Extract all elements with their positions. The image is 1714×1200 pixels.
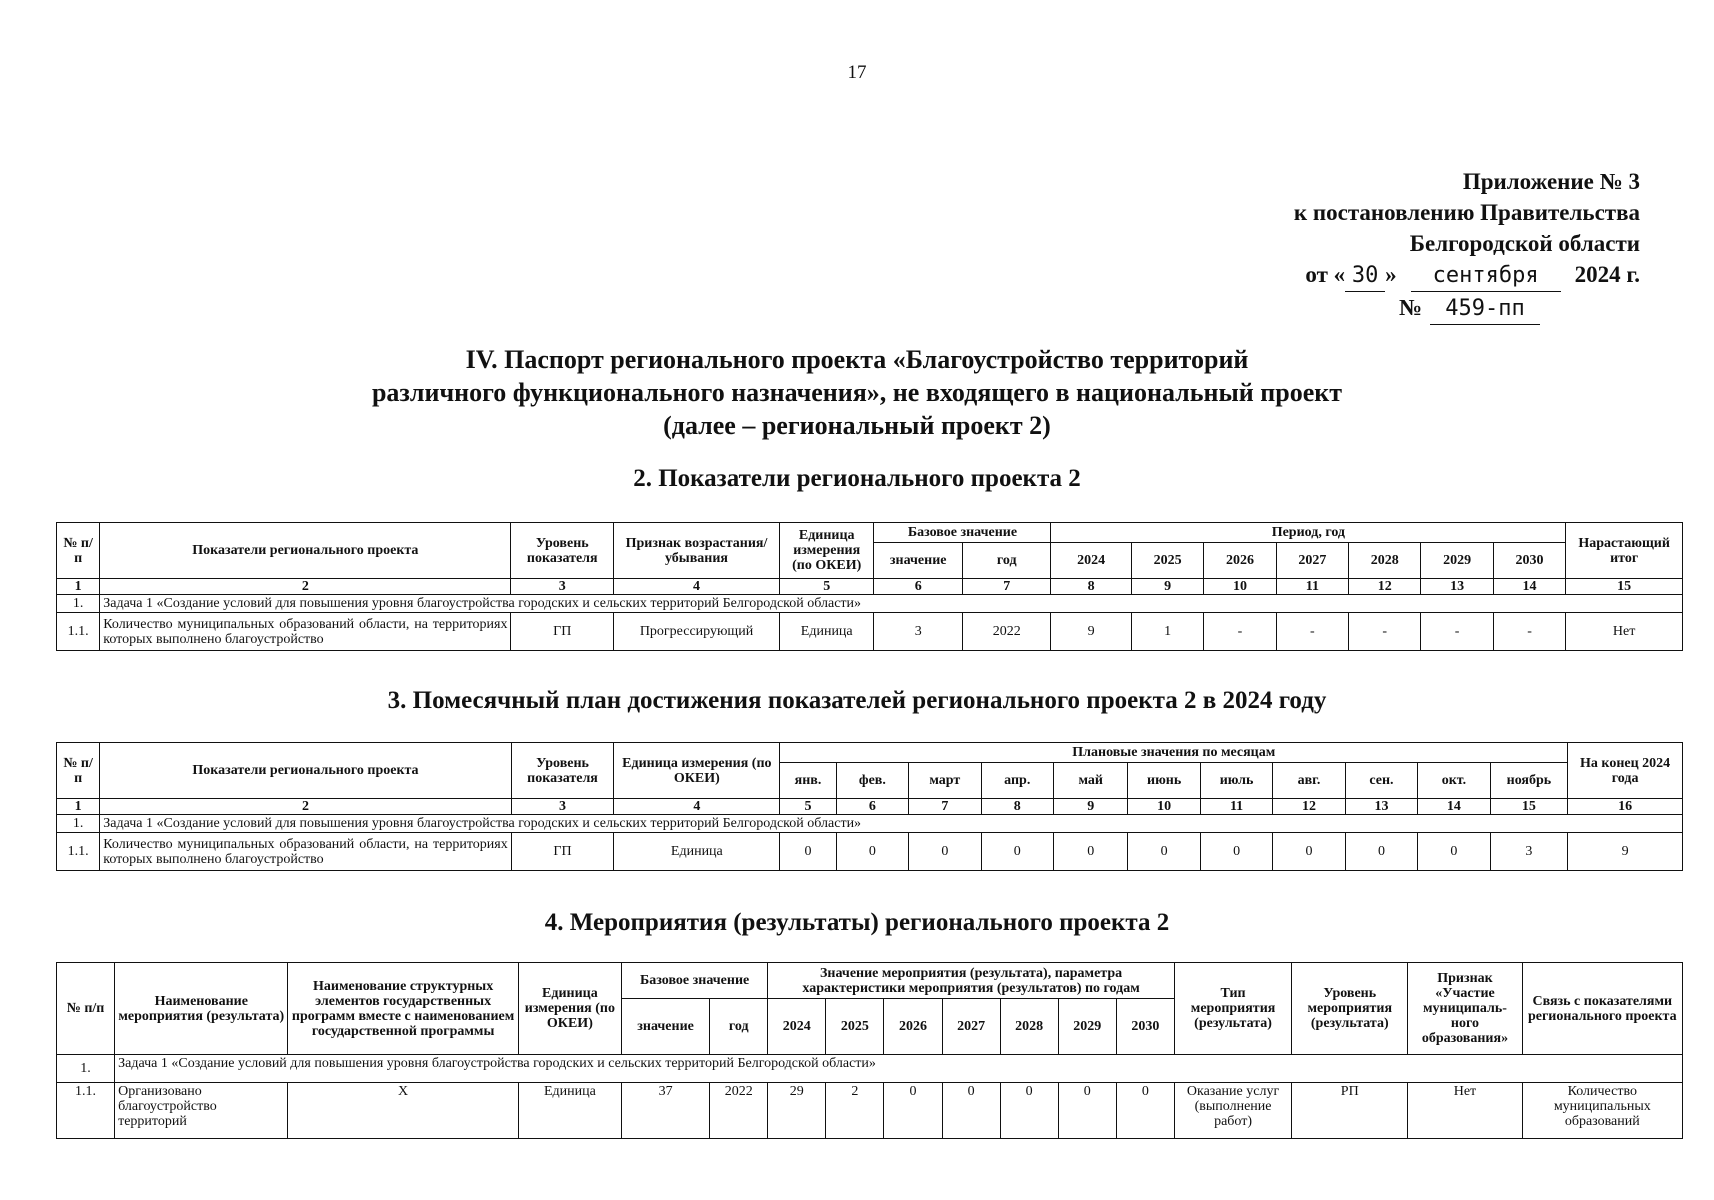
row-month-value: 0 xyxy=(1345,833,1417,871)
indicators-table xyxy=(56,522,1683,651)
header-unit: Единица измерения (по ОКЕИ) xyxy=(518,963,621,1055)
row-year-value: - xyxy=(1349,613,1421,651)
row-base-year: 2022 xyxy=(710,1083,768,1139)
header-month: июнь xyxy=(1128,763,1200,799)
row-year-value: - xyxy=(1493,613,1565,651)
header-indicators: Показатели регионального проекта xyxy=(100,523,511,579)
row-month-value: 0 xyxy=(909,833,981,871)
column-number: 9 xyxy=(1131,579,1203,595)
task-num: 1. xyxy=(57,595,100,613)
row-structural: Х xyxy=(288,1083,518,1139)
row-unit: Единица xyxy=(518,1083,621,1139)
table-row xyxy=(57,1083,1683,1139)
row-num: 1.1. xyxy=(57,1083,115,1139)
row-month-value: 0 xyxy=(1128,833,1200,871)
column-number: 8 xyxy=(1051,579,1131,595)
header-link: Связь с показателями регионального проекта xyxy=(1522,963,1682,1055)
header-year: 2029 xyxy=(1058,999,1116,1055)
row-sign: Прогрессирующий xyxy=(614,613,780,651)
row-year-value: - xyxy=(1421,613,1493,651)
column-number: 14 xyxy=(1418,799,1490,815)
header-year: 2024 xyxy=(1051,543,1131,579)
task-text: Задача 1 «Создание условий для повышения уровня благоустройства городских и сельских территорий Белгородской области» xyxy=(115,1055,1683,1083)
main-title xyxy=(0,343,1714,442)
number-value: 459-пп xyxy=(1430,293,1540,325)
row-year-value: 0 xyxy=(1116,1083,1174,1139)
header-planned: Плановые значения по месяцам xyxy=(780,743,1568,763)
header-year: 2030 xyxy=(1116,999,1174,1055)
row-event-name: Организовано благоустройство территорий xyxy=(115,1083,288,1139)
column-number: 1 xyxy=(57,799,100,815)
header-year: 2026 xyxy=(884,999,942,1055)
row-base-year: 2022 xyxy=(962,613,1050,651)
section-4-title: 4. Мероприятия (результаты) регионального проекта 2 xyxy=(544,909,1170,936)
section-2-title: 2. Показатели регионального проекта 2 xyxy=(633,465,1081,492)
row-cumulative: Нет xyxy=(1566,613,1683,651)
appendix-date xyxy=(1210,259,1640,292)
header-base-year: год xyxy=(710,999,768,1055)
header-year: 2026 xyxy=(1204,543,1276,579)
row-month-value: 0 xyxy=(1200,833,1272,871)
header-year: 2030 xyxy=(1493,543,1565,579)
row-num: 1.1. xyxy=(57,833,100,871)
row-year-value: 1 xyxy=(1131,613,1203,651)
column-number: 4 xyxy=(614,799,780,815)
header-values: Значение мероприятия (результата), параметра характеристики мероприятия (результатов) по годам xyxy=(768,963,1175,999)
row-month-value: 0 xyxy=(981,833,1053,871)
date-mid: » xyxy=(1385,262,1397,287)
header-month: авг. xyxy=(1273,763,1345,799)
header-level: Уровень показателя xyxy=(511,743,614,799)
header-month: фев. xyxy=(836,763,908,799)
date-day: 30 xyxy=(1345,260,1385,292)
column-number: 3 xyxy=(511,579,614,595)
column-number: 15 xyxy=(1490,799,1568,815)
column-number: 5 xyxy=(779,579,874,595)
task-num: 1. xyxy=(57,815,100,833)
row-level: ГП xyxy=(511,613,614,651)
row-year-value: 0 xyxy=(942,1083,1000,1139)
header-month: апр. xyxy=(981,763,1053,799)
header-year: 2029 xyxy=(1421,543,1493,579)
row-unit: Единица xyxy=(614,833,780,871)
header-month: март xyxy=(909,763,981,799)
header-base: Базовое значение xyxy=(874,523,1051,543)
row-year-value: - xyxy=(1204,613,1276,651)
row-year-value: 29 xyxy=(768,1083,826,1139)
row-indicator-name: Количество муниципальных образований области, на территориях которых выполнено благоустройство xyxy=(100,613,511,651)
row-year-value: 0 xyxy=(884,1083,942,1139)
task-text: Задача 1 «Создание условий для повышения уровня благоустройства городских и сельских территорий Белгородской области» xyxy=(100,815,1683,833)
column-number: 2 xyxy=(100,799,511,815)
appendix-number xyxy=(1210,292,1640,325)
header-year: 2025 xyxy=(826,999,884,1055)
main-title-line-3: (далее – региональный проект 2) xyxy=(663,411,1051,440)
row-end-value: 9 xyxy=(1568,833,1683,871)
header-month: ноябрь xyxy=(1490,763,1568,799)
task-num: 1. xyxy=(57,1055,115,1083)
column-number: 2 xyxy=(100,579,511,595)
header-year: 2027 xyxy=(942,999,1000,1055)
appendix-line-3: Белгородской области xyxy=(1409,231,1640,256)
table-row xyxy=(57,833,1683,871)
page-number: 17 xyxy=(847,62,867,83)
header-period: Период, год xyxy=(1051,523,1566,543)
header-month: май xyxy=(1053,763,1127,799)
row-month-value: 0 xyxy=(1418,833,1490,871)
header-month: июль xyxy=(1200,763,1272,799)
date-year: 2024 г. xyxy=(1574,262,1640,287)
column-number: 12 xyxy=(1349,579,1421,595)
column-number: 7 xyxy=(962,579,1050,595)
task-row xyxy=(57,595,1683,613)
header-year: 2025 xyxy=(1131,543,1203,579)
row-month-value: 3 xyxy=(1490,833,1568,871)
header-unit: Единица измерения (по ОКЕИ) xyxy=(779,523,874,579)
column-number: 16 xyxy=(1568,799,1683,815)
main-title-line-1: IV. Паспорт регионального проекта «Благоустройство территорий xyxy=(465,345,1249,374)
header-structural: Наименование структурных элементов государственных программ вместе с наименованием государственной программы xyxy=(288,963,518,1055)
header-event-name: Наименование мероприятия (результата) xyxy=(115,963,288,1055)
header-sign: Признак возрастания/ убывания xyxy=(614,523,780,579)
column-number: 14 xyxy=(1493,579,1565,595)
header-end: На конец 2024 года xyxy=(1568,743,1683,799)
row-month-value: 0 xyxy=(1273,833,1345,871)
header-level: Уровень показателя xyxy=(511,523,614,579)
header-year: 2028 xyxy=(1000,999,1058,1055)
row-year-value: 2 xyxy=(826,1083,884,1139)
row-month-value: 0 xyxy=(780,833,836,871)
header-year: 2024 xyxy=(768,999,826,1055)
header-base-year: год xyxy=(962,543,1050,579)
row-base-value: 37 xyxy=(621,1083,709,1139)
column-number: 13 xyxy=(1421,579,1493,595)
header-num: № п/п xyxy=(57,963,115,1055)
appendix-title: Приложение № 3 xyxy=(1462,169,1640,194)
column-number: 6 xyxy=(874,579,962,595)
header-num: № п/п xyxy=(57,743,100,799)
header-base: Базовое значение xyxy=(621,963,767,999)
column-number: 7 xyxy=(909,799,981,815)
row-base-value: 3 xyxy=(874,613,962,651)
column-number: 6 xyxy=(836,799,908,815)
date-month: сентября xyxy=(1411,260,1561,292)
section-3-title: 3. Помесячный план достижения показателей регионального проекта 2 в 2024 году xyxy=(387,687,1327,714)
appendix-line-2: к постановлению Правительства xyxy=(1293,200,1640,225)
task-text: Задача 1 «Создание условий для повышения уровня благоустройства городских и сельских территорий Белгородской области» xyxy=(100,595,1683,613)
number-prefix: № xyxy=(1398,295,1422,320)
column-number: 11 xyxy=(1200,799,1272,815)
header-type: Тип мероприятия (результата) xyxy=(1174,963,1291,1055)
column-number: 9 xyxy=(1053,799,1127,815)
row-year-value: 0 xyxy=(1000,1083,1058,1139)
row-month-value: 0 xyxy=(1053,833,1127,871)
column-number: 10 xyxy=(1204,579,1276,595)
events-table xyxy=(56,962,1683,1139)
row-level: ГП xyxy=(511,833,614,871)
row-level: РП xyxy=(1292,1083,1408,1139)
row-link: Количество муниципальных образований xyxy=(1522,1083,1682,1139)
row-unit: Единица xyxy=(779,613,874,651)
task-row xyxy=(57,815,1683,833)
column-number: 13 xyxy=(1345,799,1417,815)
column-number: 10 xyxy=(1128,799,1200,815)
header-level: Уровень мероприятия (результата) xyxy=(1292,963,1408,1055)
header-month: окт. xyxy=(1418,763,1490,799)
column-number: 12 xyxy=(1273,799,1345,815)
header-base-value: значение xyxy=(874,543,962,579)
monthly-plan-table xyxy=(56,742,1683,871)
row-municipal: Нет xyxy=(1408,1083,1522,1139)
header-base-value: значение xyxy=(621,999,709,1055)
appendix-block xyxy=(1210,166,1640,325)
header-municipal: Признак «Участие муниципаль- ного образования» xyxy=(1408,963,1522,1055)
column-number: 11 xyxy=(1276,579,1348,595)
task-row xyxy=(57,1055,1683,1083)
date-prefix: от « xyxy=(1305,262,1346,287)
row-indicator-name: Количество муниципальных образований области, на территориях которых выполнено благоустройство xyxy=(100,833,511,871)
header-unit: Единица измерения (по ОКЕИ) xyxy=(614,743,780,799)
header-num: № п/п xyxy=(57,523,100,579)
row-month-value: 0 xyxy=(836,833,908,871)
column-number: 4 xyxy=(614,579,780,595)
header-indicators: Показатели регионального проекта xyxy=(100,743,511,799)
column-number: 3 xyxy=(511,799,614,815)
header-year: 2027 xyxy=(1276,543,1348,579)
row-type: Оказание услуг (выполнение работ) xyxy=(1174,1083,1291,1139)
header-month: сен. xyxy=(1345,763,1417,799)
row-year-value: - xyxy=(1276,613,1348,651)
column-number: 1 xyxy=(57,579,100,595)
row-year-value: 9 xyxy=(1051,613,1131,651)
header-year: 2028 xyxy=(1349,543,1421,579)
row-num: 1.1. xyxy=(57,613,100,651)
column-number: 15 xyxy=(1566,579,1683,595)
column-number: 5 xyxy=(780,799,836,815)
row-year-value: 0 xyxy=(1058,1083,1116,1139)
header-month: янв. xyxy=(780,763,836,799)
table-row xyxy=(57,613,1683,651)
header-cumulative: Нарастающий итог xyxy=(1566,523,1683,579)
main-title-line-2: различного функционального назначения», не входящего в национальный проект xyxy=(371,378,1343,407)
column-number: 8 xyxy=(981,799,1053,815)
